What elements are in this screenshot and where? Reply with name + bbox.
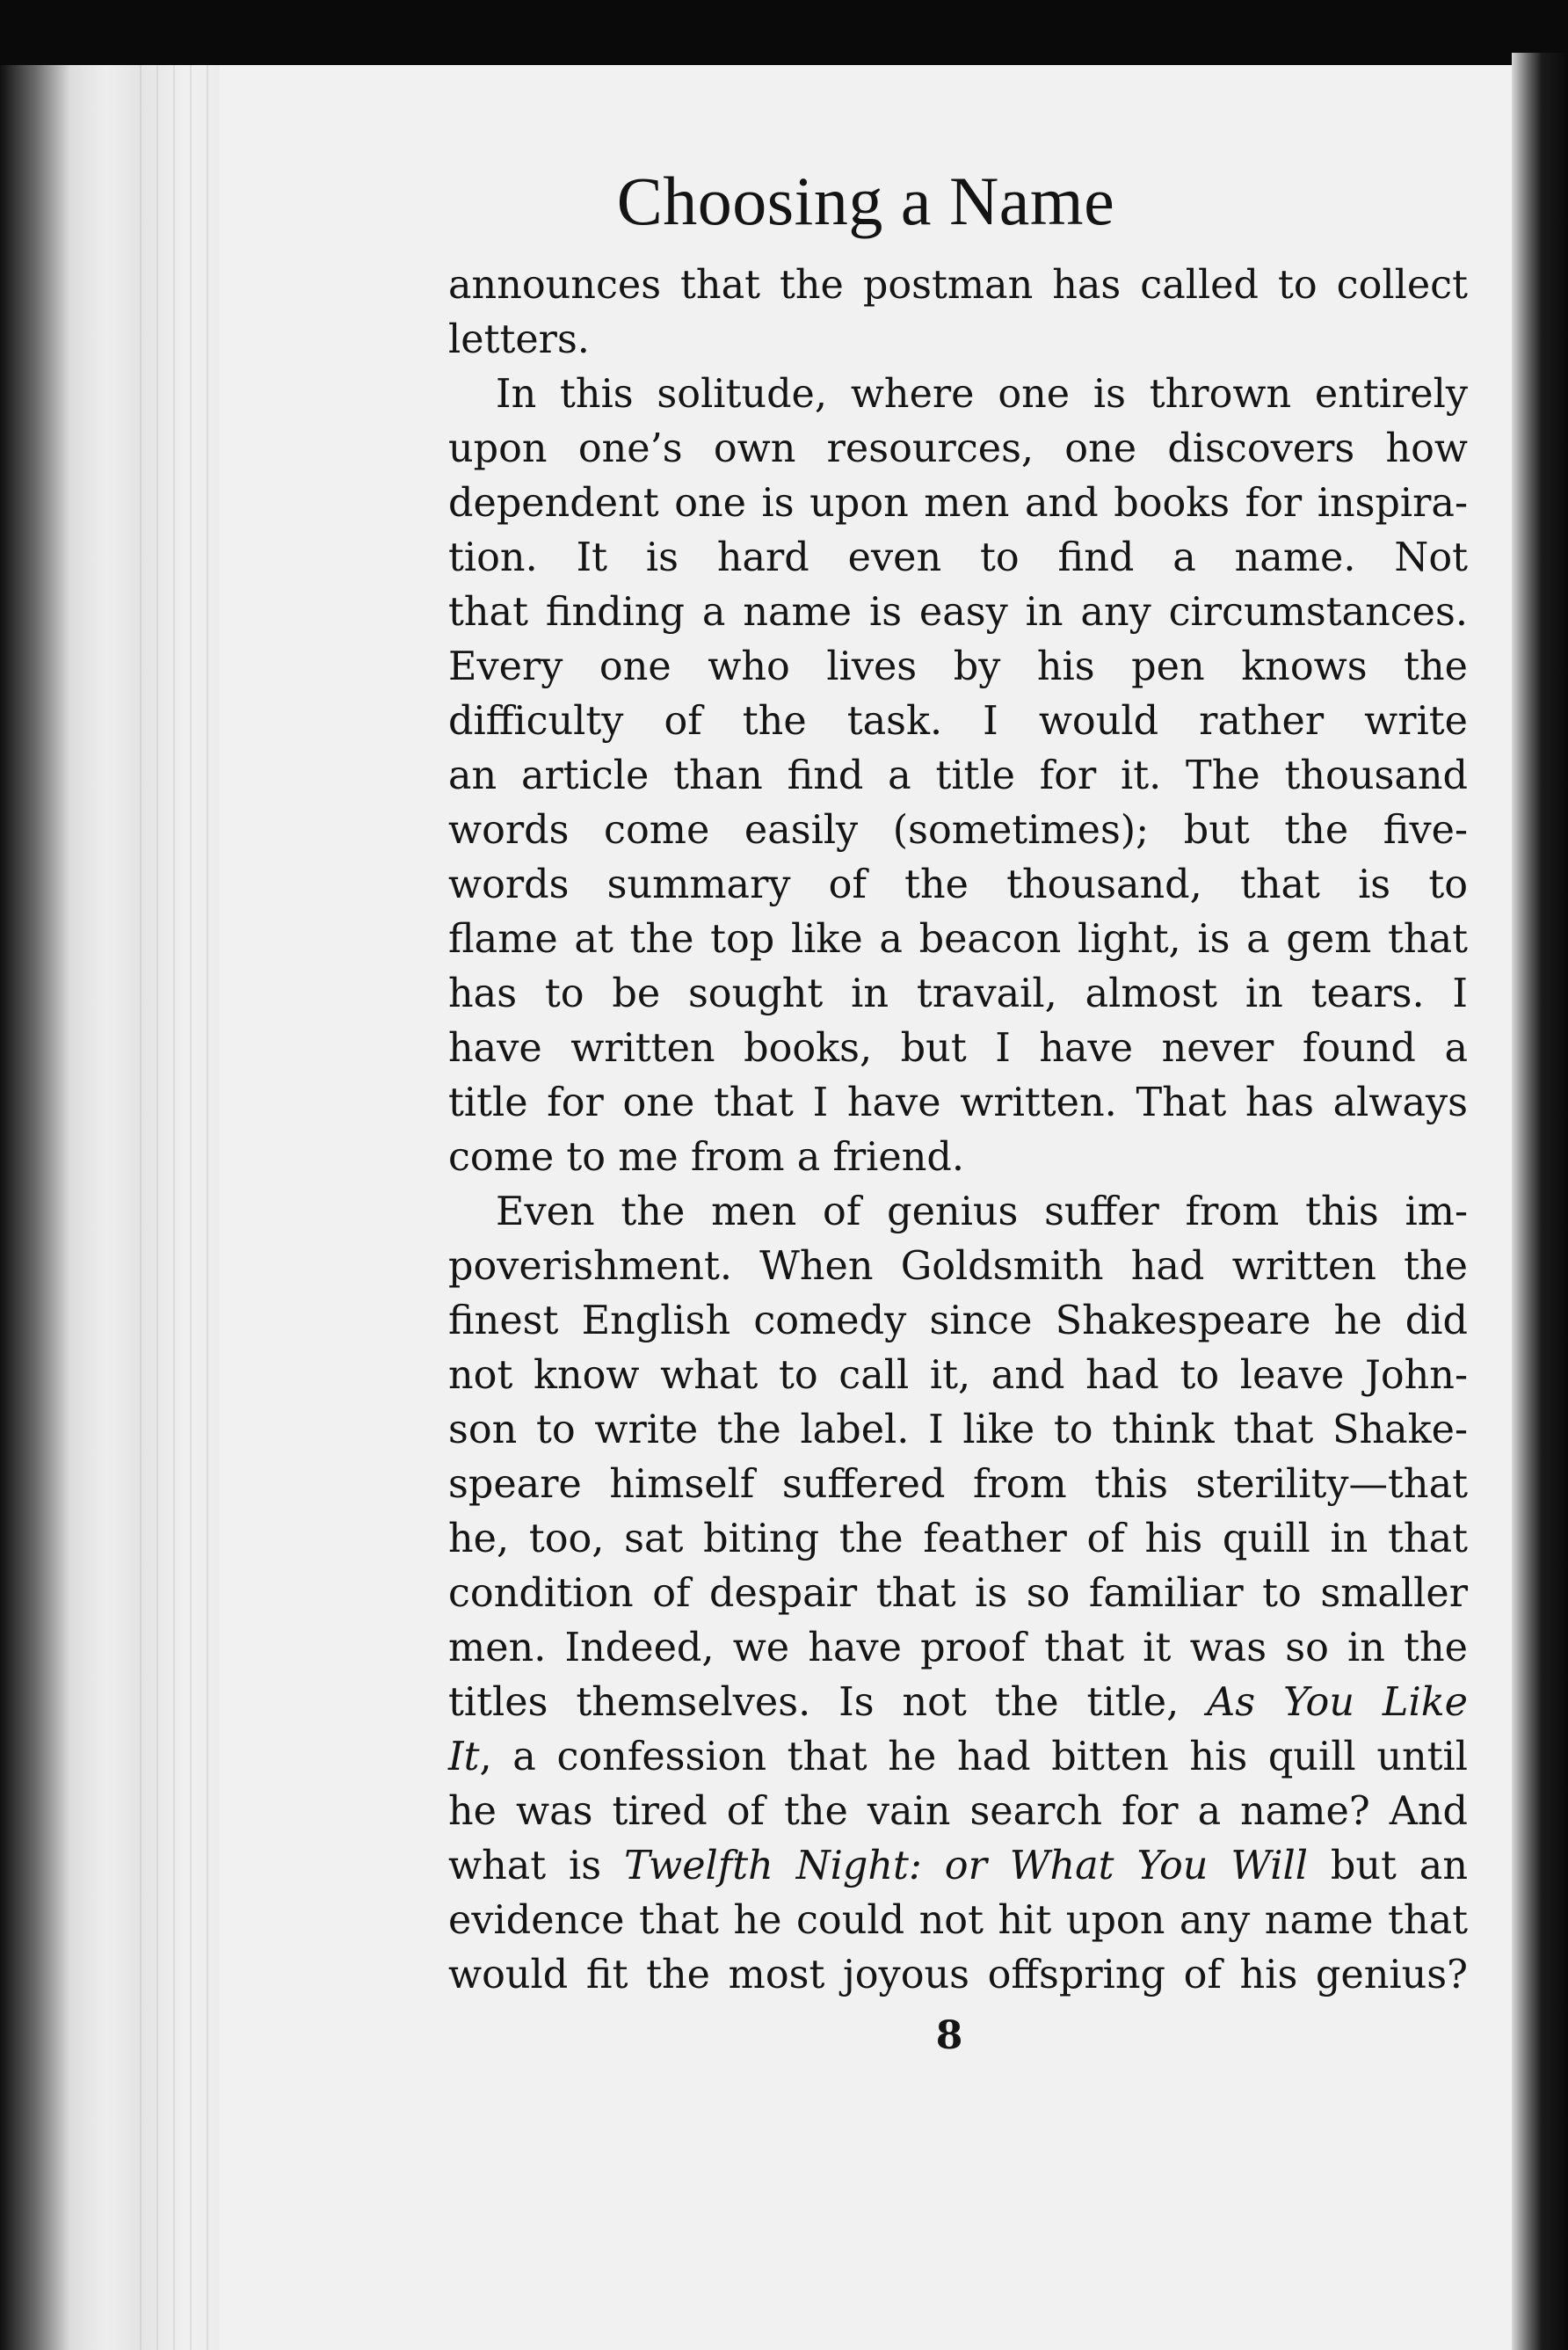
body-text: [448, 258, 1468, 2003]
text-line: what is Twelfth Night: or What You Will but an: [448, 1844, 1469, 1888]
running-head: Choosing a Name: [616, 163, 1115, 239]
text-line: son to write the label. I like to think that Shake-: [448, 1408, 1468, 1452]
text-line: Every one who lives by his pen knows the: [448, 644, 1468, 689]
text-line: title for one that I have written. That has always: [448, 1080, 1468, 1125]
text-line: an article than find a title for it. The thousand: [448, 753, 1468, 798]
text-line: has to be sought in travail, almost in tears. I: [448, 971, 1468, 1016]
text-line: upon one’s own resources, one discovers how: [448, 426, 1468, 471]
right-page-edge: [1512, 53, 1568, 2350]
text-line: have written books, but I have never found a: [448, 1026, 1468, 1071]
scan-top-border: [0, 0, 1568, 65]
text-line: poverishment. When Goldsmith had written the: [448, 1244, 1468, 1289]
text-line: difficulty of the task. I would rather write: [448, 699, 1468, 744]
text-line: he was tired of the vain search for a name? And: [448, 1789, 1468, 1834]
text-line: come to me from a friend.: [448, 1135, 965, 1180]
binding-gutter: [132, 65, 220, 2350]
italic-title: Twelfth Night: or What You Will: [624, 1844, 1308, 1888]
text-line: would fit the most joyous offspring of his genius?: [448, 1953, 1468, 1997]
text-line: dependent one is upon men and books for inspira-: [448, 481, 1468, 526]
text-line: condition of despair that is so familiar to smaller: [448, 1571, 1468, 1616]
italic-title: As You Like: [1207, 1680, 1468, 1725]
text-line: Even the men of genius suffer from this im-: [496, 1190, 1468, 1234]
text-line: speare himself suffered from this sterility—that: [448, 1462, 1468, 1507]
text-line: letters.: [448, 317, 590, 362]
text-line: flame at the top like a beacon light, is a gem that: [448, 917, 1468, 962]
italic-title: It: [448, 1735, 480, 1779]
text-line: finest English comedy since Shakespeare he did: [448, 1299, 1468, 1343]
text-line: titles themselves. Is not the title, As You Like: [448, 1680, 1468, 1725]
text-line: It, a confession that he had bitten his quill until: [448, 1735, 1468, 1779]
text-line: announces that the postman has called to collect: [448, 263, 1468, 308]
text-line: not know what to call it, and had to leave John-: [448, 1353, 1468, 1398]
text-line: evidence that he could not hit upon any name that: [448, 1898, 1468, 1943]
page-number: 8: [935, 2013, 963, 2058]
text-line: men. Indeed, we have proof that it was so in the: [448, 1626, 1468, 1670]
text-line: In this solitude, where one is thrown entirely: [496, 372, 1468, 417]
text-line: that finding a name is easy in any circumstances.: [448, 590, 1468, 635]
text-line: words summary of the thousand, that is to: [448, 862, 1468, 907]
text-line: he, too, sat biting the feather of his quill in that: [448, 1517, 1468, 1561]
text-line: words come easily (sometimes); but the five-: [448, 808, 1468, 853]
text-line: tion. It is hard even to find a name. Not: [448, 535, 1468, 580]
